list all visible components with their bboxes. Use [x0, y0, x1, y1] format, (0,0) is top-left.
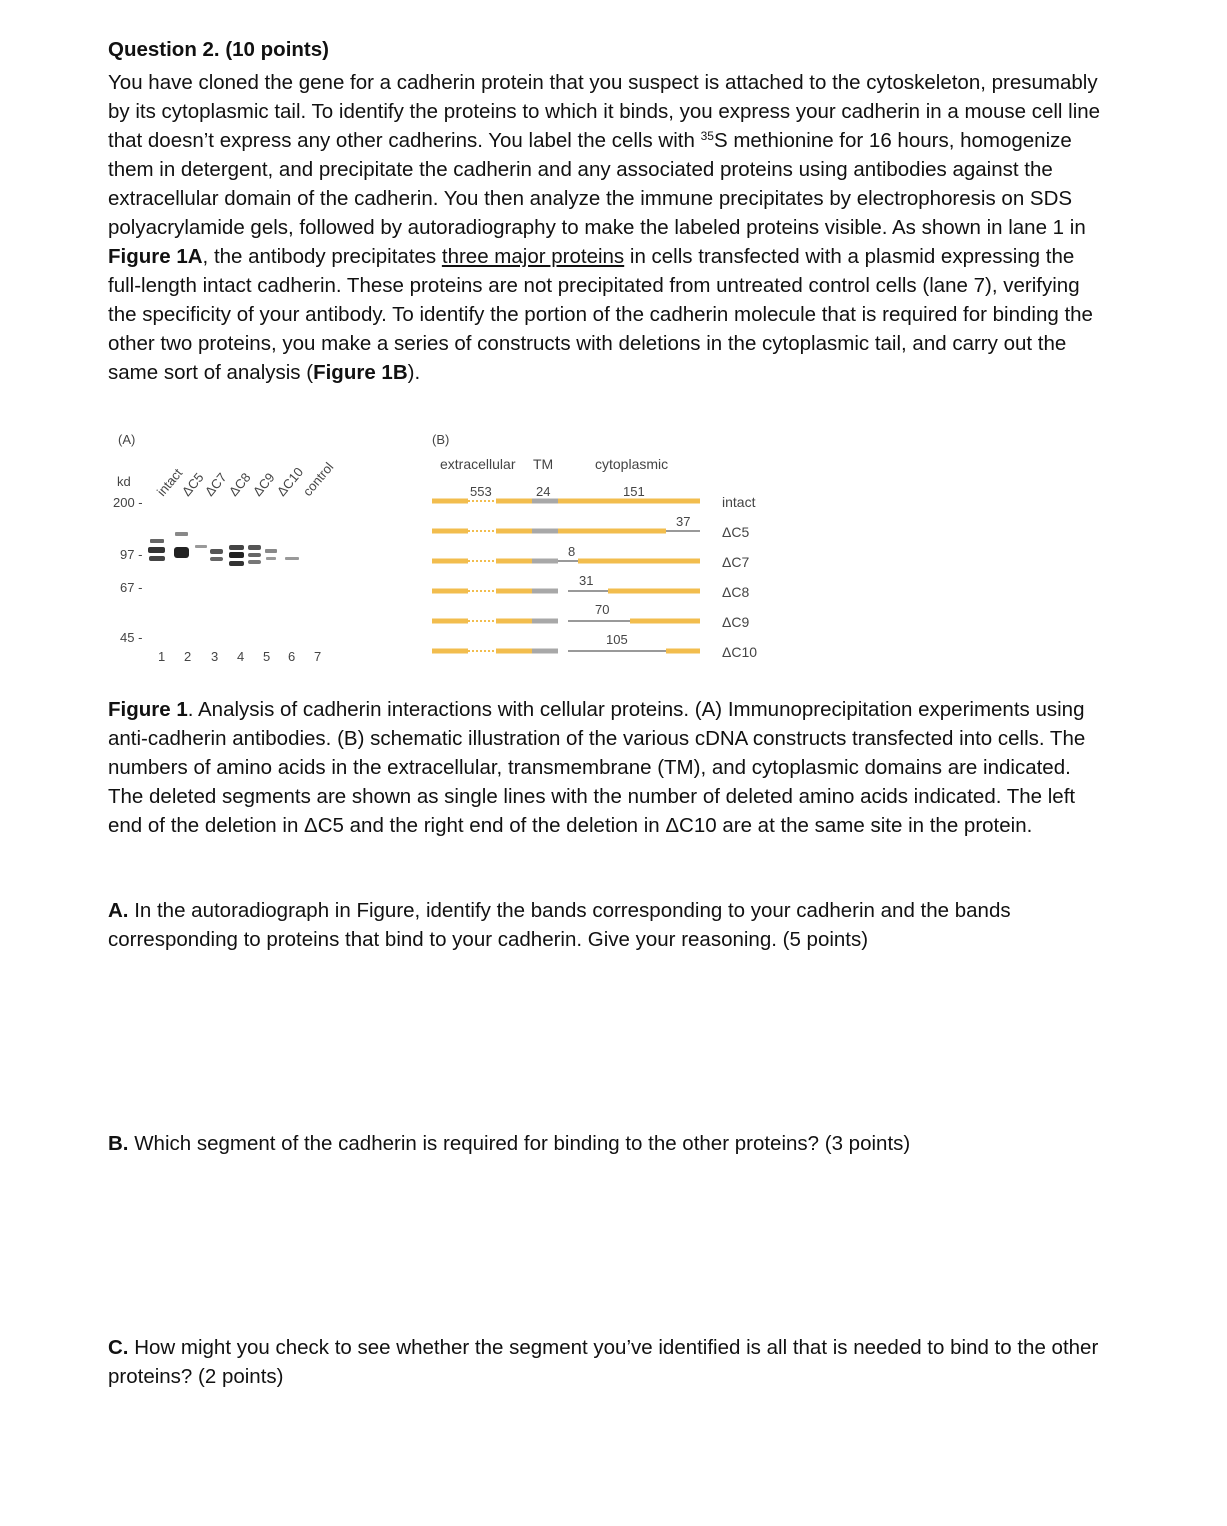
lane-label-dc10: ΔC10 — [273, 464, 307, 499]
lane-number-5: 5 — [263, 649, 271, 664]
construct-label: ΔC10 — [722, 644, 758, 660]
question-c-text: How might you check to see whether the segment you’ve identified is all that is needed to bind to the other proteins? (2 points) — [108, 1336, 1099, 1388]
deletion-size: 31 — [579, 573, 594, 588]
deletion-size: 37 — [676, 514, 691, 529]
marker-67: 67 - — [120, 580, 143, 595]
band — [175, 532, 188, 536]
lane-label-dc9: ΔC9 — [249, 469, 278, 499]
tm-domain — [532, 499, 558, 504]
body-text-5: ). — [407, 361, 421, 384]
question-b-text: Which segment of the cadherin is required for binding to the other proteins? (3 points) — [128, 1132, 911, 1155]
band — [266, 557, 276, 560]
band — [248, 553, 261, 557]
band — [174, 547, 189, 558]
tm-domain — [532, 589, 558, 594]
cytoplasmic-domain — [666, 649, 700, 654]
band — [210, 557, 223, 561]
tm-domain — [532, 619, 558, 624]
cytoplasmic-domain — [578, 559, 700, 564]
construct-label: ΔC9 — [722, 614, 750, 630]
lane-number-4: 4 — [237, 649, 245, 664]
lane-5-bands — [229, 545, 244, 566]
extracellular-domain — [496, 619, 532, 624]
lane-3-bands — [195, 545, 207, 548]
band — [210, 549, 223, 554]
extracellular-domain — [432, 619, 468, 624]
lane-2-bands — [174, 532, 189, 558]
construct-label: ΔC5 — [722, 524, 750, 540]
lane-1-bands — [148, 539, 165, 561]
marker-45: 45 - — [120, 630, 143, 645]
lane-label-dc5: ΔC5 — [178, 469, 207, 499]
band — [248, 545, 261, 550]
extracellular-domain — [496, 589, 532, 594]
construct-row — [432, 573, 749, 600]
lane-label-dc7: ΔC7 — [201, 469, 230, 499]
lane-6-bands — [248, 545, 261, 564]
question-b-label: B. — [108, 1132, 129, 1155]
construct-label: ΔC8 — [722, 584, 750, 600]
caption-text: . Analysis of cadherin interactions with cellular proteins. (A) Immunoprecipitation experiments using anti-cadherin antibodies. (B) schematic illustration of the various cDNA constructs transfected into cells. The numbers of amino acids in the extracellular, transmembrane (TM), and cytoplasmic domains are indicated. The deleted segments are shown as single lines with the number of deleted amino acids indicated. The left end of the deletion in ΔC5 and the right end of the deletion in ΔC10 are at the same site in the protein. — [108, 698, 1086, 837]
lane-8-bands — [285, 557, 299, 560]
question-c-label: C. — [108, 1336, 129, 1359]
band — [148, 547, 165, 553]
marker-200: 200 - — [113, 495, 143, 510]
band — [150, 539, 164, 543]
band — [248, 560, 261, 564]
figure-1 — [0, 0, 1227, 690]
caption-figure-label: Figure 1 — [108, 698, 188, 721]
extracellular-domain — [496, 649, 532, 654]
lane-number-7: 7 — [314, 649, 322, 664]
tm-domain — [532, 559, 558, 564]
extracellular-domain — [496, 499, 532, 504]
deletion-size: 70 — [595, 602, 610, 617]
construct-row — [432, 544, 749, 570]
lane-number-6: 6 — [288, 649, 296, 664]
construct-label: ΔC7 — [722, 554, 750, 570]
gel-bands — [148, 532, 299, 566]
marker-97: 97 - — [120, 547, 143, 562]
band — [149, 556, 165, 561]
extracellular-domain — [496, 529, 532, 534]
extracellular-domain — [432, 499, 468, 504]
num-cytoplasmic: 151 — [623, 484, 645, 499]
band — [265, 549, 277, 553]
lane-7-bands — [265, 549, 277, 560]
question-c — [108, 1333, 1108, 1391]
lane-label-intact: intact — [153, 465, 186, 499]
header-cytoplasmic: cytoplasmic — [595, 456, 669, 472]
construct-label: intact — [722, 494, 756, 510]
isotope-superscript: 35 — [700, 129, 714, 143]
body-text-1: You have cloned the gene for a cadherin protein that you suspect is attached to the cytoskeleton, presumably by its cytoplasmic tail. To identify the proteins to which it binds, you express your cadherin in a mouse cell line that doesn’t express any other cadherins. You label the cells with — [108, 71, 1101, 152]
construct-diagrams — [432, 494, 757, 660]
panel-a-label: (A) — [118, 432, 136, 447]
figure-1b-ref: Figure 1B — [313, 361, 408, 384]
body-text-2: S methionine for 16 hours, homogenize them in detergent, and precipitate the cadherin and any associated proteins using antibodies against the extracellular domain of the cadherin. You then analyze the immune precipitates by electrophoresis on SDS polyacrylamide gels, followed by autoradiography to make the labeled proteins visible. As shown in lane 1 in — [108, 129, 1086, 239]
body-text-4: in cells transfected with a plasmid expressing the full-length intact cadherin. These proteins are not precipitated from untreated control cells (lane 7), verifying the specificity of your antibody. To identify the portion of the cadherin molecule that is required for binding the other two proteins, you make a series of constructs with deletions in the cytoplasmic tail, and carry out the same sort of analysis ( — [108, 245, 1093, 384]
cytoplasmic-domain — [608, 589, 700, 594]
num-extracellular: 553 — [470, 484, 492, 499]
tm-domain — [532, 649, 558, 654]
extracellular-domain — [432, 559, 468, 564]
lane-4-bands — [210, 549, 223, 561]
construct-row — [432, 514, 749, 540]
body-text-3: , the antibody precipitates — [202, 245, 442, 268]
figure-1a-ref: Figure 1A — [108, 245, 203, 268]
band — [229, 552, 244, 558]
three-major-proteins: three major proteins — [441, 245, 625, 268]
kd-label: kd — [117, 474, 131, 489]
construct-row — [432, 602, 749, 630]
band — [285, 557, 299, 560]
figure-caption — [108, 695, 1108, 840]
panel-b-label: (B) — [432, 432, 450, 447]
question-title: Question 2. (10 points) — [108, 38, 329, 61]
extracellular-domain — [432, 589, 468, 594]
lane-label-control: control — [299, 459, 337, 499]
extracellular-domain — [432, 529, 468, 534]
construct-row — [432, 632, 757, 660]
tm-domain — [532, 529, 558, 534]
question-b — [108, 1129, 1108, 1158]
lane-number-1: 1 — [158, 649, 166, 664]
band — [229, 545, 244, 550]
lane-label-dc8: ΔC8 — [225, 469, 254, 499]
extracellular-domain — [496, 559, 532, 564]
cytoplasmic-domain — [630, 619, 700, 624]
question-a-label: A. — [108, 899, 129, 922]
lane-number-2: 2 — [184, 649, 192, 664]
deletion-size: 8 — [568, 544, 576, 559]
header-tm: TM — [533, 456, 554, 472]
deletion-size: 105 — [606, 632, 628, 647]
lane-number-3: 3 — [211, 649, 219, 664]
band — [229, 561, 244, 566]
question-a — [108, 896, 1108, 954]
extracellular-domain — [432, 649, 468, 654]
band — [195, 545, 207, 548]
header-extracellular: extracellular — [440, 456, 516, 472]
cytoplasmic-domain — [558, 529, 666, 534]
question-a-text: In the autoradiograph in Figure, identify the bands corresponding to your cadherin and the bands corresponding to proteins that bind to your cadherin. Give your reasoning. (5 points) — [108, 899, 1011, 951]
cytoplasmic-domain — [558, 499, 700, 504]
num-tm: 24 — [536, 484, 551, 499]
